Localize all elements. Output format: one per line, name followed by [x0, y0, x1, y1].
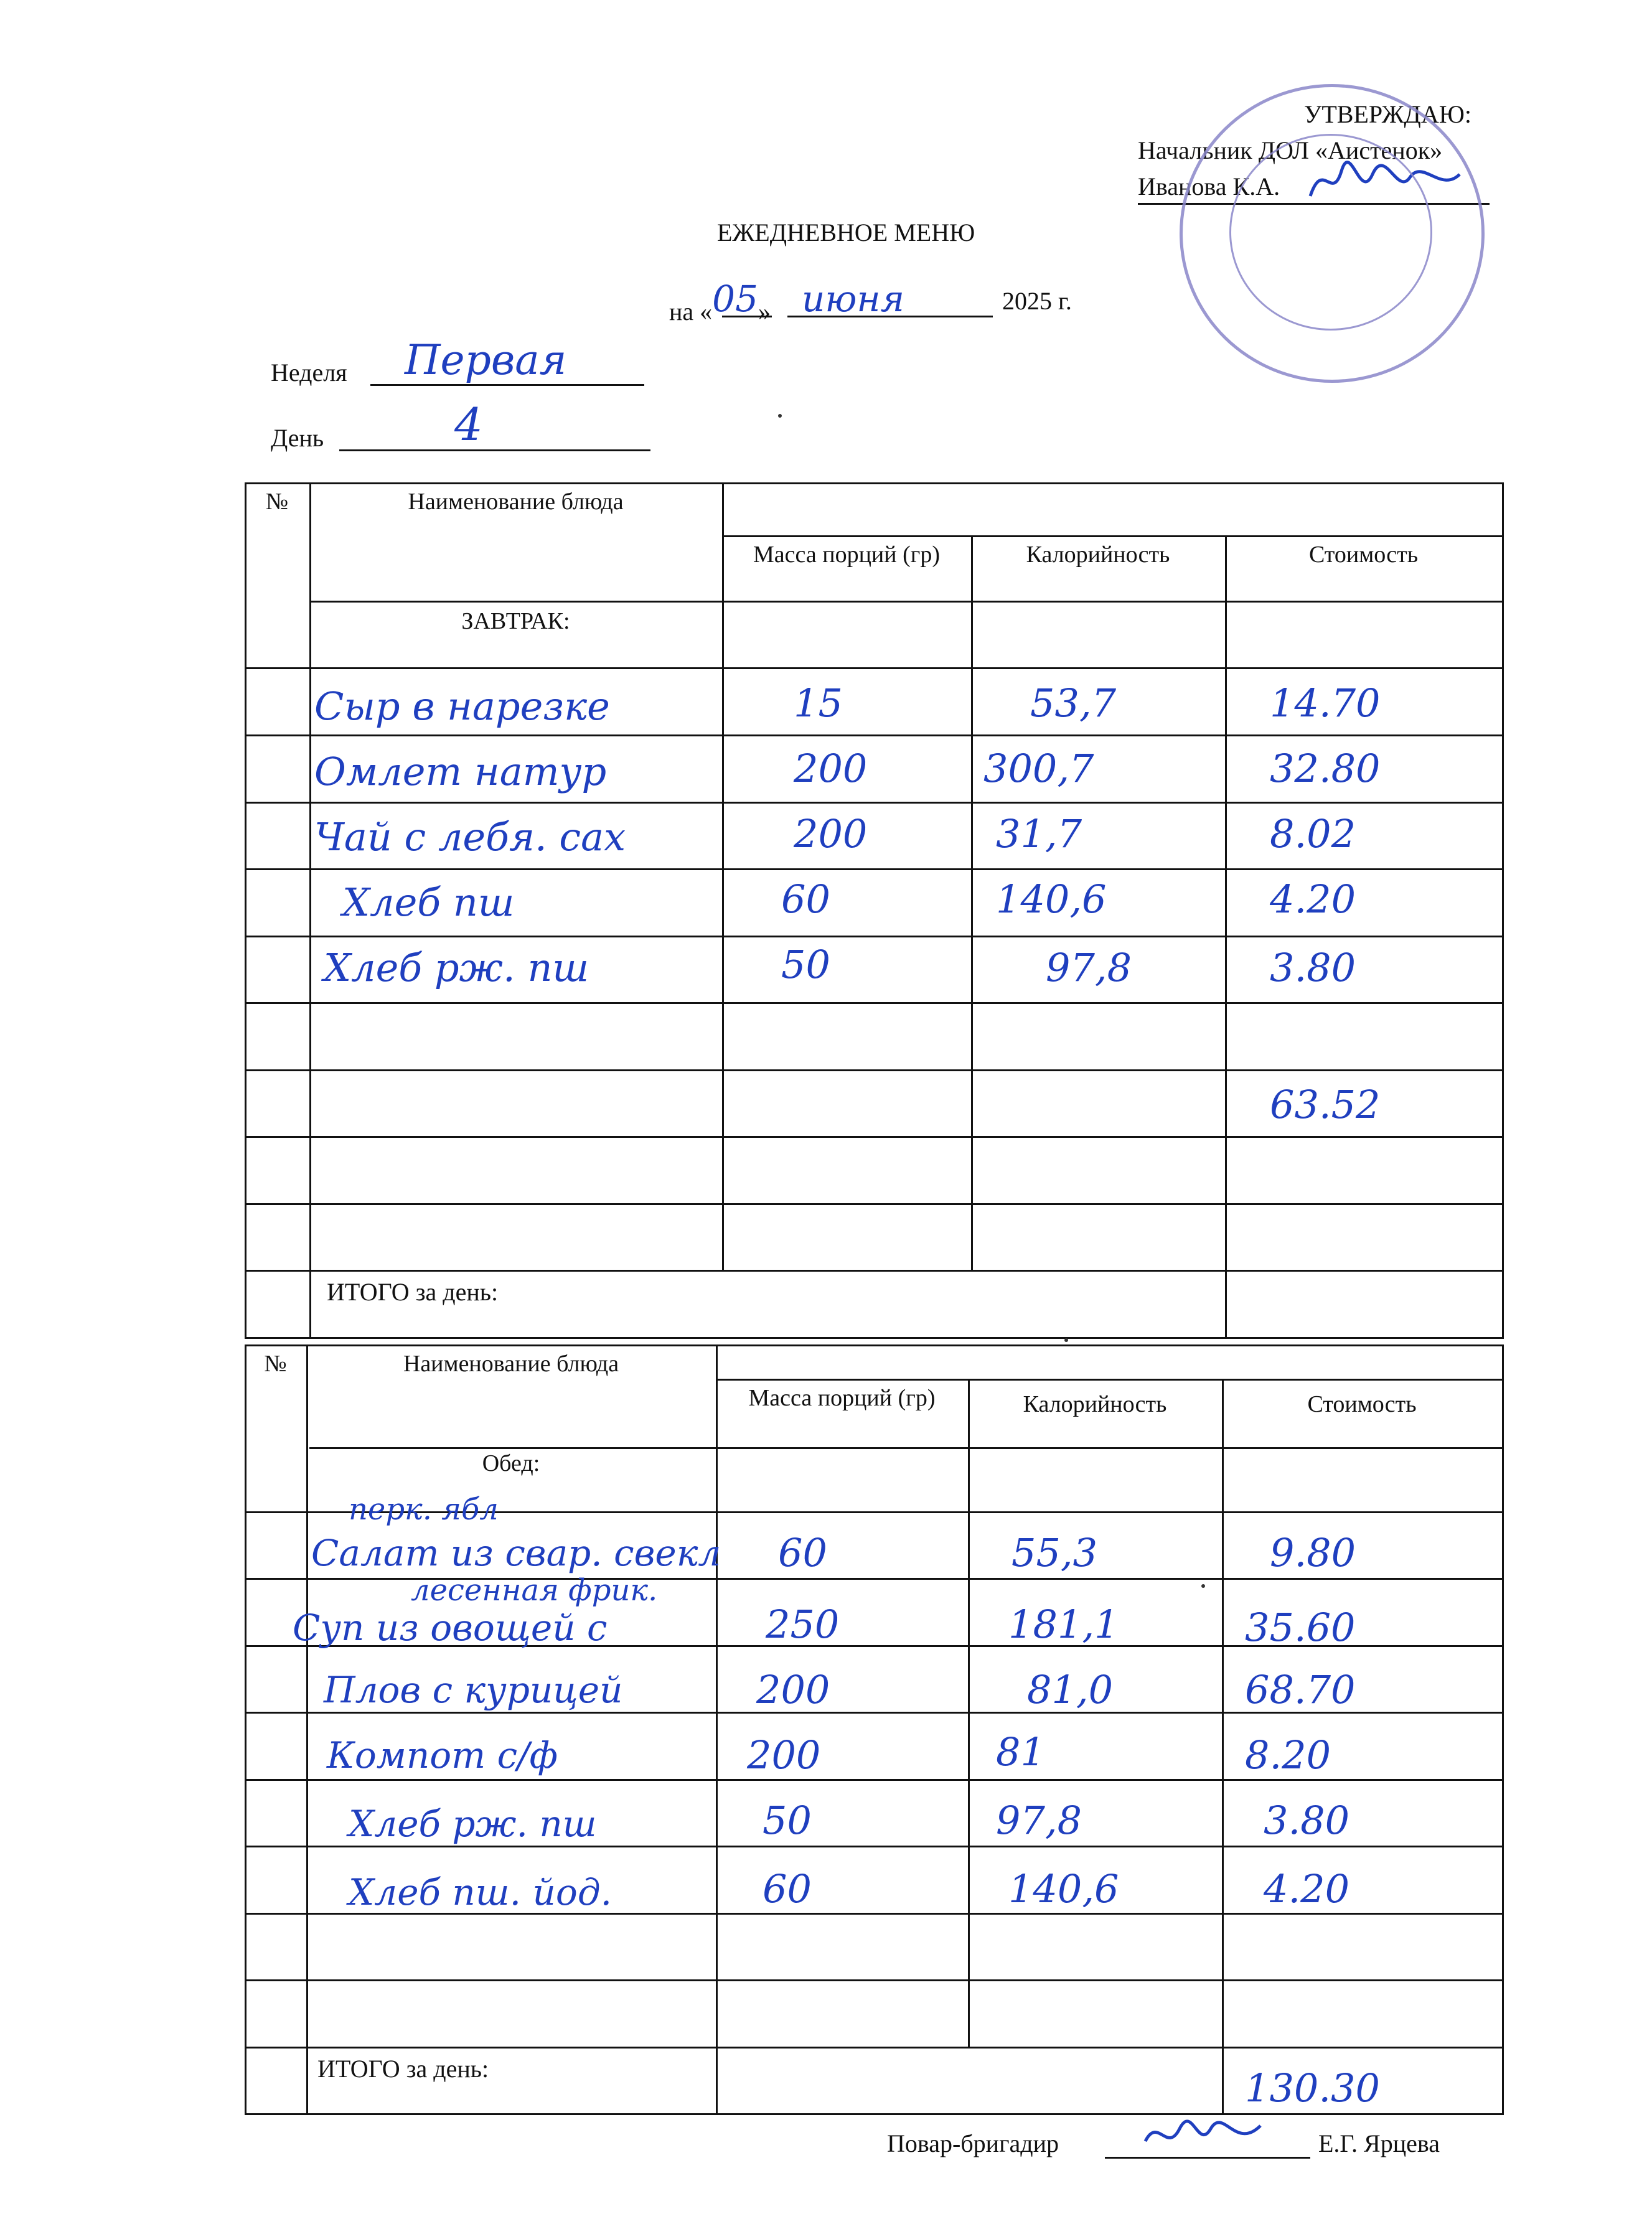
page-title: ЕЖЕДНЕВНОЕ МЕНЮ: [717, 218, 975, 246]
dish-mass: 200: [794, 811, 868, 856]
dish-cal: 55,3: [1011, 1530, 1098, 1575]
dish-note: перк. ябл: [349, 1492, 499, 1527]
dish-mass: 60: [781, 876, 830, 922]
dish-name: Хлеб рж. пш: [324, 945, 589, 990]
dish-cost: 14.70: [1270, 680, 1381, 726]
dish-name: Суп из овощей с: [293, 1607, 608, 1649]
dish-name: Салат из свар. свекл: [311, 1532, 721, 1574]
dish-name: Компот с/ф: [327, 1734, 558, 1776]
dish-name: Плов с курицей: [324, 1669, 623, 1711]
approval-name: Иванова К.А.: [1138, 172, 1280, 200]
breakfast-subtotal: 63.52: [1270, 1082, 1381, 1127]
dish-cal: 97,8: [1046, 945, 1132, 990]
breakfast-col-name: Наименование блюда: [408, 489, 624, 515]
lunch-col-num: №: [264, 1351, 287, 1377]
dish-name: Сыр в нарезке: [314, 683, 610, 729]
dish-cal: 140,6: [996, 876, 1107, 922]
dish-cost: 8.20: [1245, 1732, 1331, 1778]
week-value: Первая: [405, 336, 567, 384]
dish-mass: 15: [794, 680, 843, 726]
lunch-total-label: ИТОГО за день:: [317, 2055, 489, 2083]
dish-cost: 9.80: [1270, 1530, 1356, 1575]
dish-cal: 97,8: [996, 1798, 1082, 1843]
dish-mass: 200: [756, 1667, 830, 1712]
date-prefix: на «: [669, 298, 713, 326]
dish-name: Хлеб пш: [342, 880, 515, 925]
footer-name: Е.Г. Ярцева: [1318, 2129, 1440, 2157]
dish-cost: 35.60: [1245, 1605, 1356, 1650]
dish-name: Омлет натур: [314, 749, 607, 794]
dish-name: Чай с лебя. сах: [314, 814, 626, 860]
breakfast-section: ЗАВТРАК:: [461, 608, 570, 634]
dish-cost: 8.02: [1270, 811, 1356, 856]
date-month: июня: [801, 278, 905, 320]
dish-mass: 200: [747, 1732, 821, 1778]
signature-scribble: [1142, 2110, 1267, 2160]
breakfast-col-num: №: [265, 489, 289, 515]
dish-cost: 3.80: [1270, 945, 1356, 990]
dish-name: Хлеб рж. пш: [349, 1803, 597, 1845]
dish-cost: 4.20: [1264, 1866, 1350, 1912]
dish-mass: 50: [781, 942, 830, 987]
lunch-section: Обед:: [482, 1450, 540, 1476]
lunch-col-name: Наименование блюда: [403, 1351, 619, 1377]
scan-speck: [1201, 1584, 1205, 1588]
dish-name: Хлеб пш. йод.: [349, 1871, 612, 1913]
dish-mass: 200: [794, 746, 868, 791]
dish-cal: 300,7: [983, 746, 1094, 791]
date-line: [669, 278, 905, 329]
dish-cal: 181,1: [1008, 1602, 1119, 1647]
date-day: 05: [712, 278, 758, 320]
dish-cost: 68.70: [1245, 1667, 1356, 1712]
dish-cal: 53,7: [1030, 680, 1117, 726]
day-label: День: [271, 424, 324, 452]
dish-cal: 31,7: [996, 811, 1082, 856]
dish-cost: 4.20: [1270, 876, 1356, 922]
footer-signature: [1142, 2110, 1267, 2162]
breakfast-col-cal: Калорийность: [1026, 542, 1170, 568]
dish-mass: 50: [763, 1798, 812, 1843]
dish-note: лесенная фрик.: [411, 1573, 658, 1608]
breakfast-col-cost: Стоимость: [1308, 542, 1419, 568]
dish-mass: 60: [778, 1530, 827, 1575]
scan-speck: [778, 414, 782, 418]
footer-role: Повар-бригадир: [887, 2129, 1059, 2157]
approval-position: Начальник ДОЛ «Аистенок»: [1138, 136, 1443, 164]
lunch-total: 130.30: [1245, 2065, 1380, 2111]
lunch-col-cal: Калорийность: [1023, 1391, 1167, 1417]
official-stamp-inner: [1229, 134, 1432, 331]
lunch-col-mass: Масса порций (гр): [748, 1385, 936, 1411]
date-suffix: 2025 г.: [1002, 287, 1072, 315]
date-mid: »: [758, 298, 771, 326]
dish-cal: 81: [996, 1729, 1045, 1775]
dish-cost: 32.80: [1270, 746, 1381, 791]
dish-cal: 81,0: [1027, 1667, 1114, 1712]
scan-speck: [1064, 1338, 1068, 1342]
breakfast-col-mass: Масса порций (гр): [753, 542, 940, 568]
dish-cost: 3.80: [1264, 1798, 1350, 1843]
day-value: 4: [454, 398, 483, 451]
approval-title: УТВЕРЖДАЮ:: [1304, 100, 1471, 128]
breakfast-total-label: ИТОГО за день:: [327, 1278, 499, 1306]
dish-cal: 140,6: [1008, 1866, 1119, 1912]
dish-mass: 250: [766, 1602, 840, 1647]
week-label: Неделя: [271, 359, 347, 387]
dish-mass: 60: [763, 1866, 812, 1912]
lunch-col-cost: Стоимость: [1307, 1391, 1417, 1417]
